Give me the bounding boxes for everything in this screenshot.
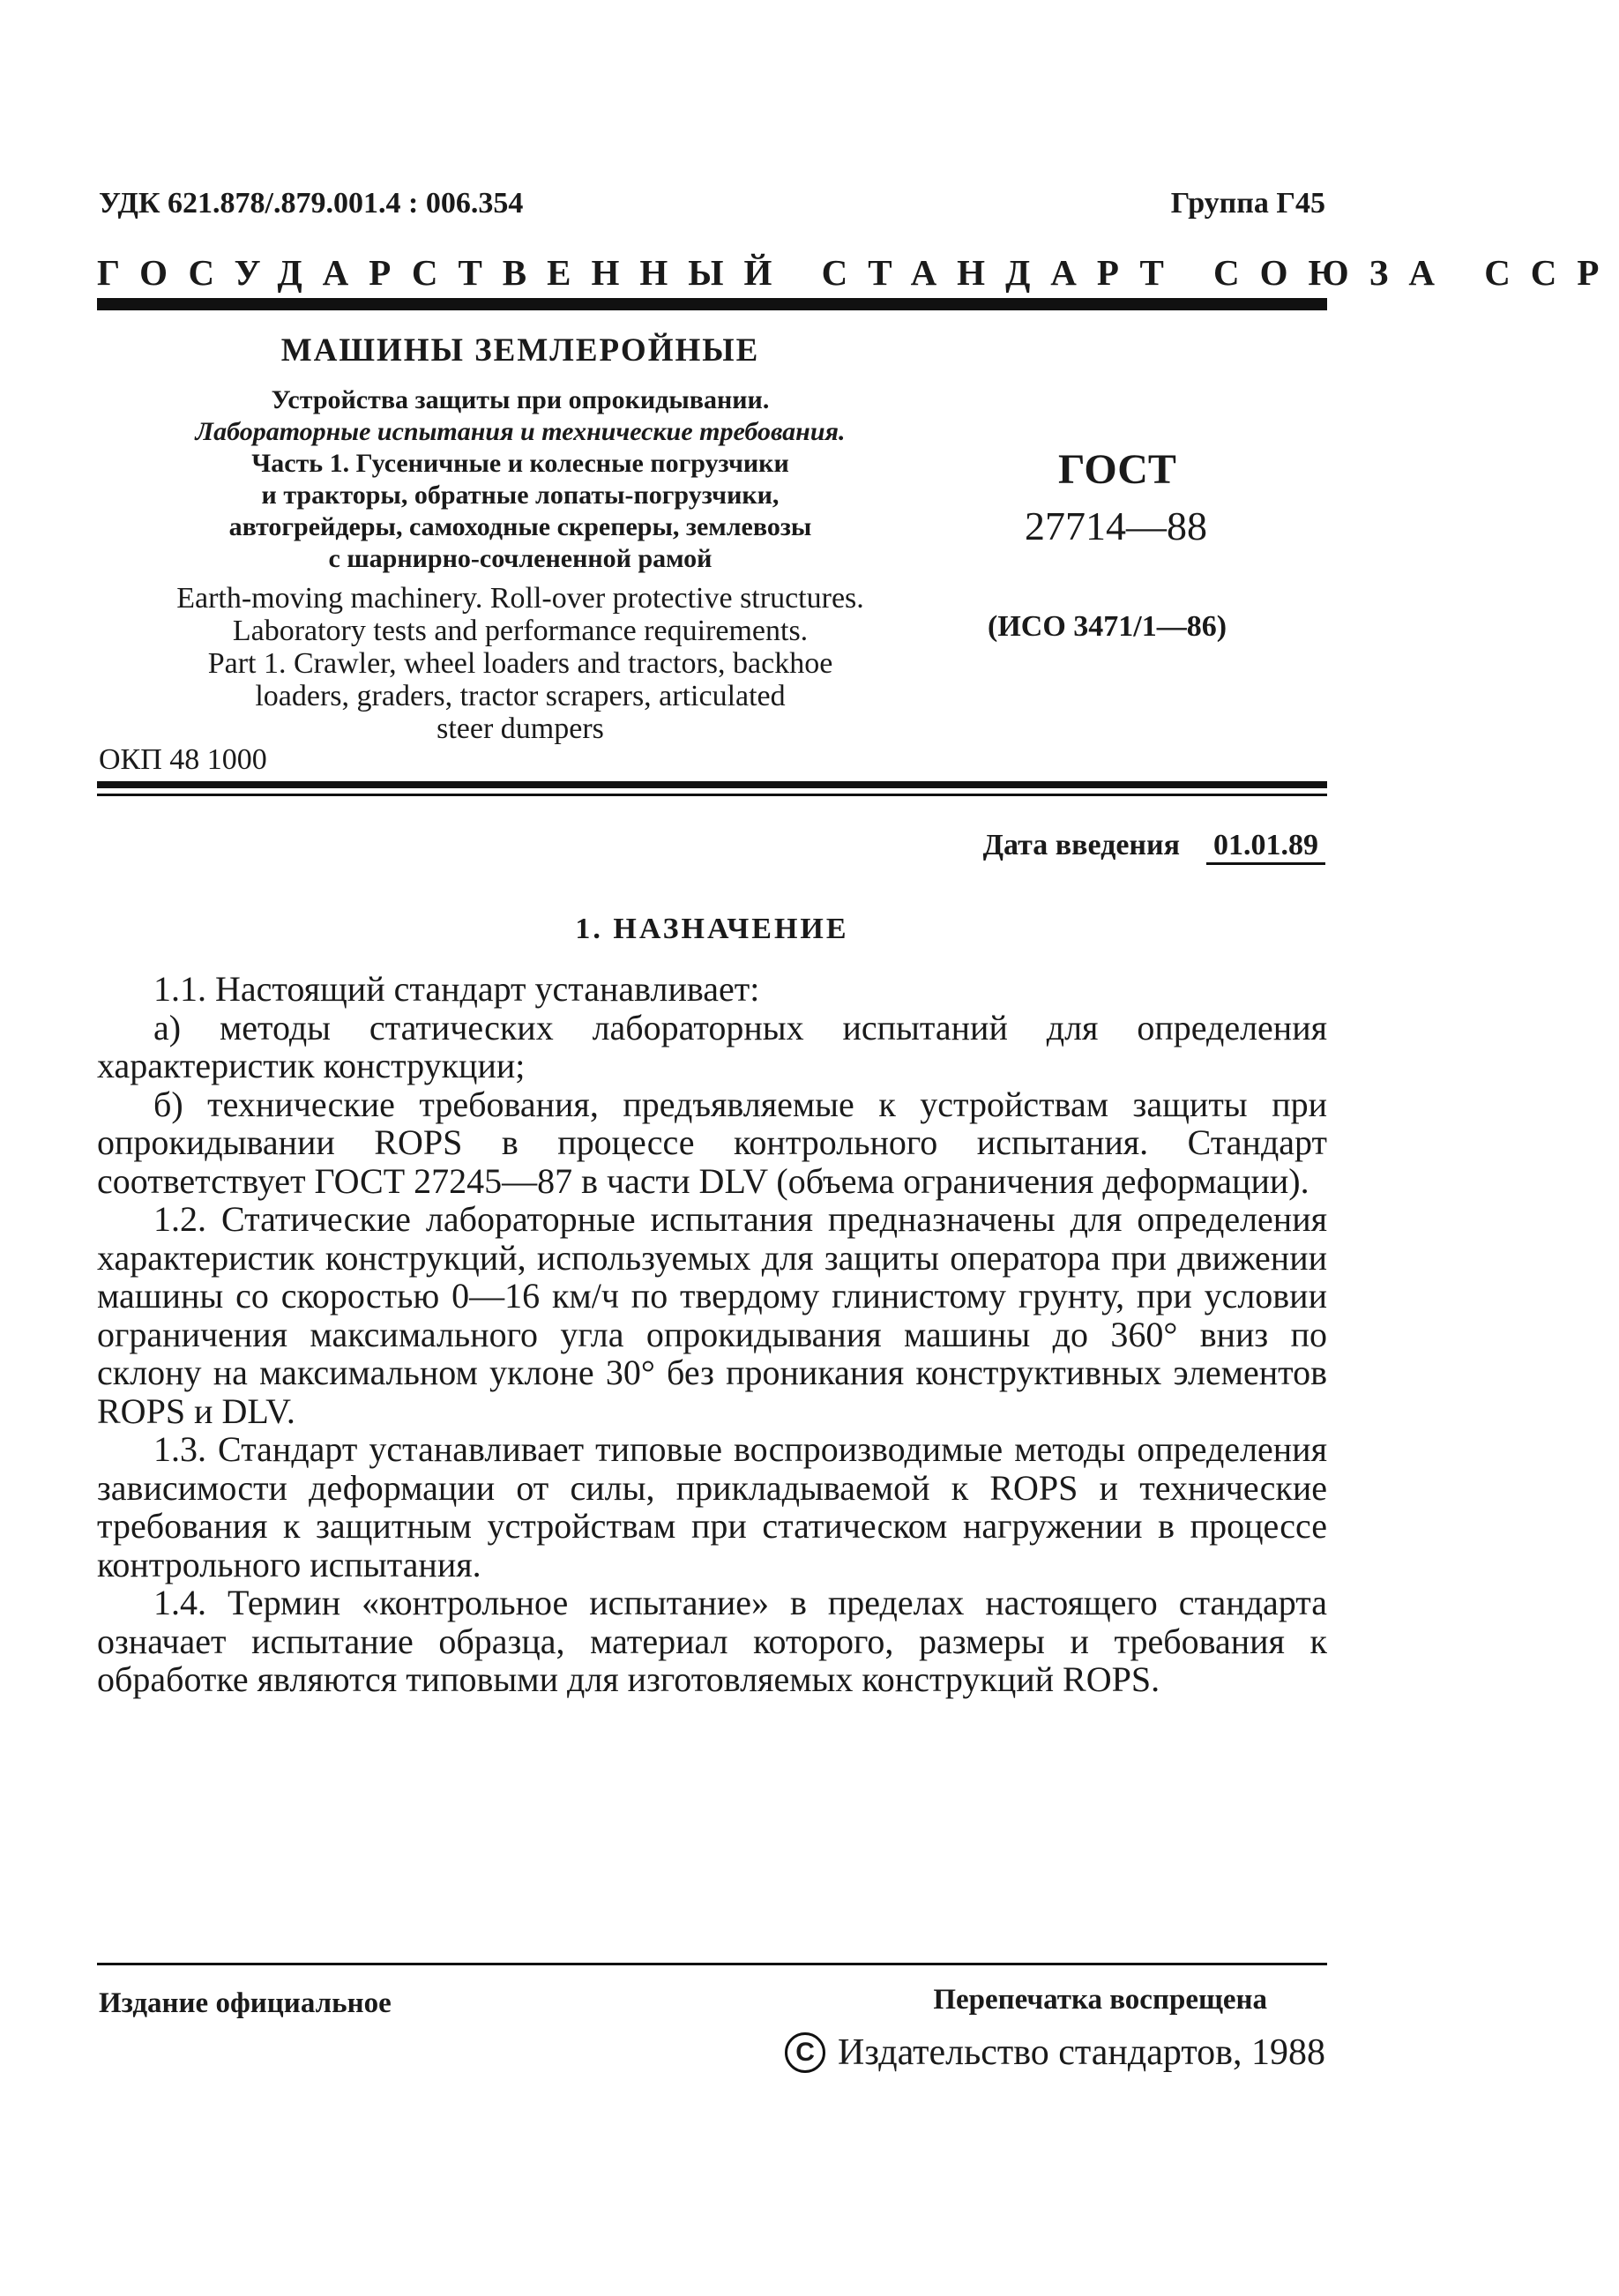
date-label: Дата введения bbox=[982, 829, 1180, 861]
paragraph: 1.3. Стандарт устанавливает типовые воспроизводимые методы определения зависимости деформации от силы, прикладываемой к ROPS и технические требования к защитным устройствам при статическом нагружении в процессе контрольного испытания. bbox=[97, 1429, 1327, 1584]
title-block-thin-rule bbox=[97, 794, 1327, 796]
subtitle-ru-line: Лабораторные испытания и технические требования. bbox=[195, 417, 846, 446]
date-value: 01.01.89 bbox=[1206, 829, 1325, 865]
header-thick-rule bbox=[97, 298, 1327, 310]
reprint-note: Перепечатка воспрещена bbox=[933, 1984, 1267, 2016]
subtitle-ru bbox=[97, 384, 944, 575]
subtitle-ru-line: с шарнирно-сочлененной рамой bbox=[328, 544, 713, 573]
title-en-line: Earth-moving machinery. Roll-over protective structures. bbox=[176, 582, 864, 615]
title-en-line: Part 1. Crawler, wheel loaders and tractors, backhoe bbox=[207, 647, 833, 680]
paragraph: 1.4. Термин «контрольное испытание» в пределах настоящего стандарта означает испытание образца, материал которого, размеры и требования к обработке являются типовыми для изготовляемых конструкций ROPS. bbox=[97, 1583, 1327, 1699]
paragraph: 1.1. Настоящий стандарт устанавливает: bbox=[153, 969, 760, 1009]
group-code: Группа Г45 bbox=[1170, 187, 1325, 220]
section-heading: 1. НАЗНАЧЕНИЕ bbox=[575, 913, 849, 945]
paragraph: 1.2. Статические лабораторные испытания предназначены для определения характеристик конструкций, используемых для защиты оператора при движении машины со скоростью 0—16 км/ч по твердому глинистому грунту, при условии ограничения максимального угла опрокидывания машины до 360° вниз по склону на максимальном уклоне 30° без проникания конструктивных элементов ROPS и DLV. bbox=[97, 1199, 1327, 1431]
introduction-date bbox=[983, 829, 1325, 865]
title-en bbox=[97, 582, 944, 745]
udk-code: УДК 621.878/.879.001.4 : 006.354 bbox=[99, 187, 524, 220]
gost-number: 27714—88 bbox=[1025, 503, 1207, 548]
iso-reference: (ИСО 3471/1—86) bbox=[988, 610, 1227, 643]
subtitle-ru-line: и тракторы, обратные лопаты-погрузчики, bbox=[261, 481, 780, 510]
copyright-text: Издательство стандартов, 1988 bbox=[838, 2032, 1325, 2073]
gost-label: ГОСТ bbox=[1058, 446, 1176, 493]
title-en-line: steer dumpers bbox=[436, 712, 604, 745]
copyright-icon: C bbox=[785, 2032, 825, 2073]
title-ru: МАШИНЫ ЗЕМЛЕРОЙНЫЕ bbox=[280, 332, 760, 369]
subtitle-ru-line: Устройства защиты при опрокидывании. bbox=[271, 385, 770, 414]
paragraph: б) технические требования, предъявляемые к устройствам защиты при опрокидывании ROPS в процессе контрольного испытания. Стандарт соответствует ГОСТ 27245—87 в части DLV (объема ограничения деформации). bbox=[97, 1084, 1327, 1201]
subtitle-ru-line: автогрейдеры, самоходные скреперы, землевозы bbox=[228, 512, 812, 541]
title-en-line: Laboratory tests and performance requirements. bbox=[232, 615, 809, 647]
copyright-line bbox=[785, 2031, 1325, 2074]
title-block-thick-rule bbox=[97, 781, 1327, 788]
subtitle-ru-line: Часть 1. Гусеничные и колесные погрузчики bbox=[251, 449, 789, 478]
paragraph: а) методы статических лабораторных испытаний для определения характеристик конструкции; bbox=[97, 1007, 1327, 1085]
state-standard-title: ГОСУДАРСТВЕННЫЙ СТАНДАРТ СОЮЗА ССР bbox=[97, 252, 1619, 293]
title-en-line: loaders, graders, tractor scrapers, articulated bbox=[255, 680, 786, 712]
edition-note: Издание официальное bbox=[99, 1987, 392, 2019]
okp-code: ОКП 48 1000 bbox=[99, 743, 267, 776]
section-body bbox=[97, 970, 1327, 1699]
footer-rule bbox=[97, 1963, 1327, 1965]
